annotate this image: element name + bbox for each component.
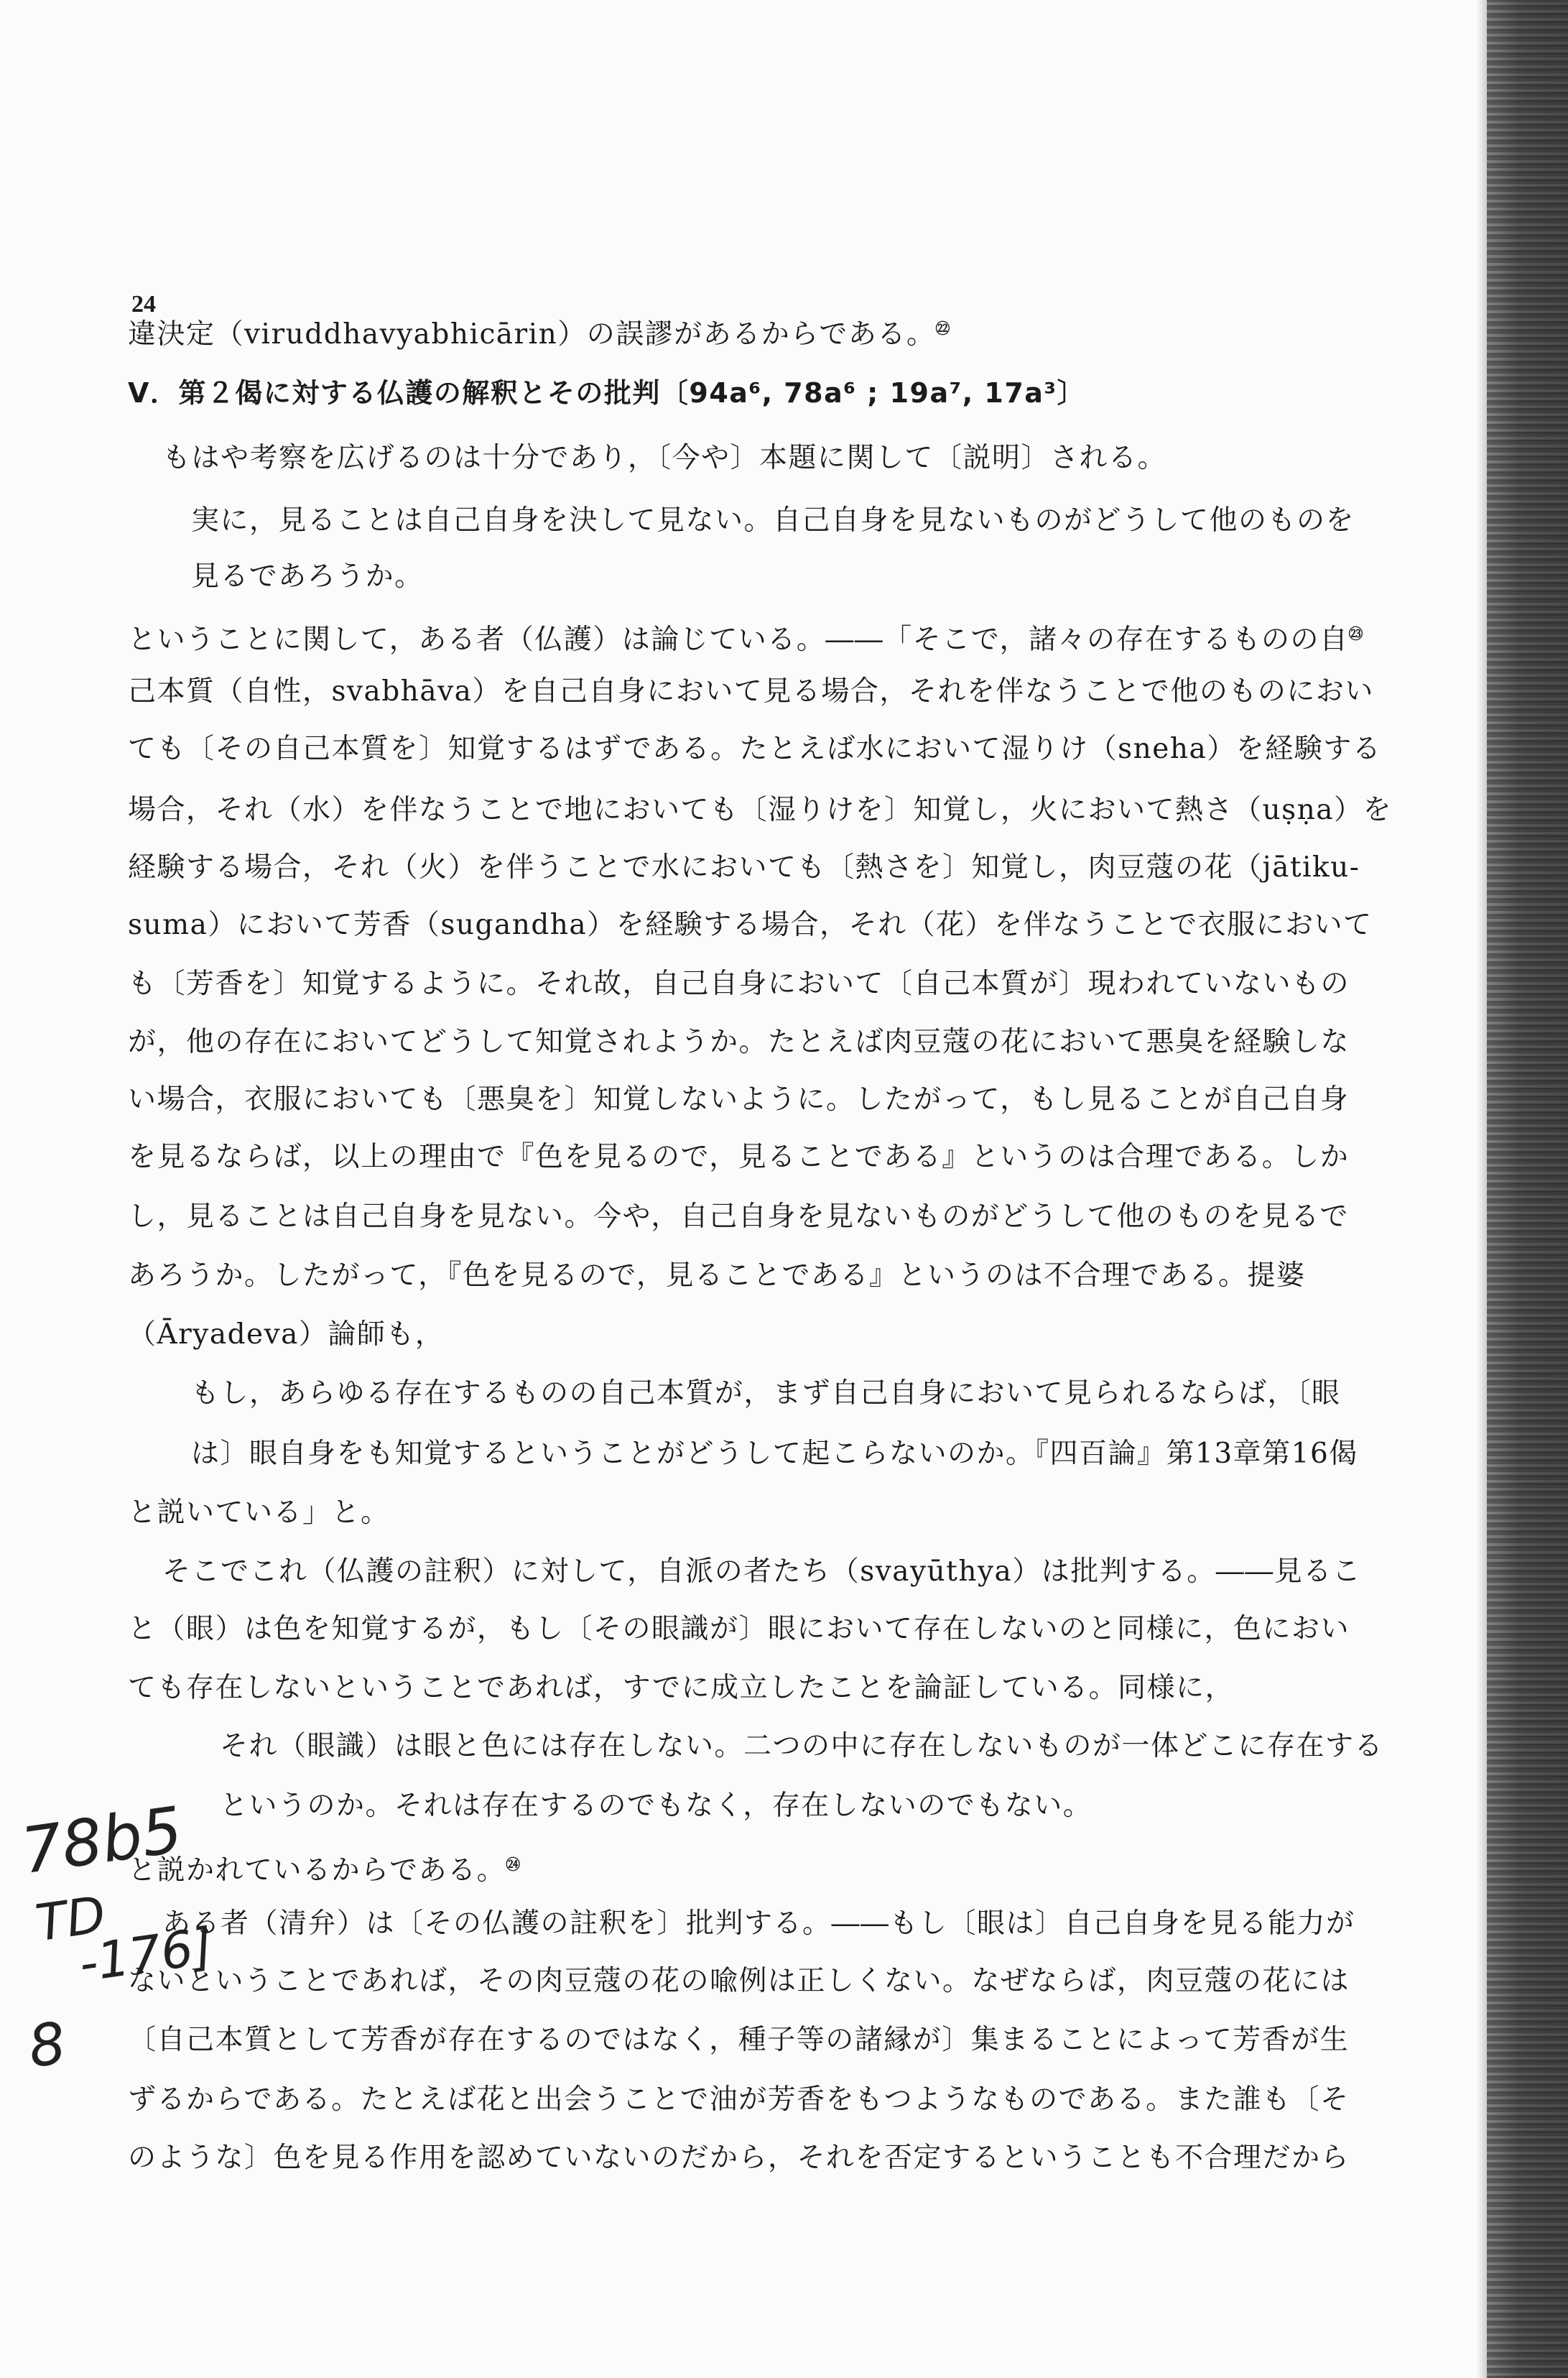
text-line [128, 1772, 1495, 1840]
text-line [128, 1595, 1403, 1663]
line-text: と（眼）は色を知覚するが，もし〔その眼識が〕眼において存在しないのと同様に，色におい [128, 1613, 1350, 1645]
text-line [128, 1300, 1403, 1369]
line-text: 実に，見ることは自己自身を決して見ない。自己自身を見ないものがどうして他のものを [191, 504, 1355, 537]
line-text: い場合，衣服においても〔悪臭を〕知覚しないように。したがって，もし見ることが自己自身 [128, 1083, 1350, 1116]
line-text: それ（眼識）は眼と色には存在しない。二つの中に存在しないものが一体どこに存在する [220, 1730, 1384, 1762]
footnote-marker: ㉓ [1348, 625, 1364, 642]
line-text: というのか。それは存在するのでもなく，存在しないのでもない。 [220, 1790, 1093, 1822]
line-text: 己本質（自性，svabhāva）を自己自身において見る場合，それを伴なうことで他のものにおい [128, 675, 1374, 708]
line-text: suma）において芳香（sugandha）を経験する場合，それ（花）を伴なうことで衣服において [128, 909, 1373, 941]
handwritten-mark: 8 [24, 2009, 70, 2081]
line-text: ても〔その自己本質を〕知覚するはずである。たとえば水において湿りけ（sneha）を経験する [128, 733, 1382, 765]
line-text: ないということであれば，その肉豆蔻の花の喩例は正しくない。なぜならば，肉豆蔻の花には [128, 1965, 1350, 1997]
line-text: が，他の存在においてどうして知覚されようか。たとえば肉豆蔻の花において悪臭を経験しな [128, 1026, 1350, 1058]
text-line [128, 424, 1437, 492]
page-number: 24 [131, 291, 156, 318]
line-text: し，見ることは自己自身を見ない。今や，自己自身を見ないものがどうして他のものを見るで [128, 1200, 1349, 1233]
footnote-marker: ㉒ [935, 320, 951, 337]
text-line [128, 891, 1403, 959]
text-line [128, 2006, 1403, 2074]
text-line [128, 359, 1403, 427]
text-line [128, 2124, 1403, 2192]
scan-edge [1487, 0, 1568, 2378]
text-line [128, 1241, 1403, 1310]
line-text: ずるからである。たとえば花と出会うことで油が芳香をもつようなものである。また誰も〔そ [128, 2083, 1350, 2116]
line-text: 見るであろうか。 [191, 560, 424, 593]
line-text: 経験する場合，それ（火）を伴うことで水においても〔熱さを〕知覚し，肉豆蔻の花（jātiku- [128, 851, 1360, 884]
line-text: もはや考察を広げるのは十分であり，〔今や〕本題に関して〔説明〕される。 [162, 442, 1167, 474]
line-text: と説いている」と。 [128, 1496, 390, 1529]
text-line [128, 1712, 1495, 1780]
line-text: 違決定（viruddhavyabhicārin）の誤謬があるからである。 [128, 318, 936, 351]
text-line [128, 1420, 1466, 1488]
line-text: そこでこれ（仏護の註釈）に対して，自派の者たち（svayūthya）は批判する。――見るこ [162, 1555, 1362, 1588]
line-text: あろうか。したがって，『色を見るので，見ることである』というのは不合理である。提婆 [128, 1259, 1306, 1292]
text-line [128, 1947, 1403, 2015]
text-line [128, 295, 1403, 369]
text-line [128, 1359, 1466, 1428]
text-line [128, 715, 1403, 783]
line-text: V．第２偈に対する仏護の解釈とその批判〔94a⁶, 78a⁶ ; 19a⁷, 17a³〕 [128, 377, 1086, 409]
text-line [128, 1479, 1403, 1547]
line-text: もし，あらゆる存在するものの自己本質が，まず自己自身において見られるならば，〔眼 [191, 1377, 1341, 1410]
line-text: と説かれているからである。 [128, 1854, 506, 1887]
line-text: ということに関して，ある者（仏護）は論じている。――「そこで，諸々の存在するものの自 [128, 624, 1349, 656]
line-text: は〕眼自身をも知覚するということがどうして起こらないのか。『四百論』第13章第16偈 [191, 1438, 1358, 1470]
line-text: 場合，それ（水）を伴なうことで地においても〔湿りけを〕知覚し，火において熱さ（uṣṇa）を [128, 794, 1393, 826]
line-text: （Āryadeva）論師も， [128, 1318, 445, 1351]
handwritten-annotation [14, 1792, 216, 2105]
text-line [128, 1123, 1403, 1191]
line-text: 〔自己本質として芳香が存在するのではなく，種子等の諸縁が〕集まることによって芳香が生 [128, 2024, 1350, 2056]
line-text: を見るならば，以上の理由で『色を見るので，見ることである』というのは合理である。しか [128, 1141, 1350, 1173]
handwritten-td: TD [32, 1884, 109, 1953]
line-text: ある者（清弁）は〔その仏護の註釈を〕批判する。――もし〔眼は〕自己自身を見る能力が [162, 1907, 1355, 1940]
line-text: も〔芳香を〕知覚するように。それ故，自己自身において〔自己本質が〕現われていないもの [128, 968, 1350, 1000]
text-line [128, 1183, 1403, 1251]
line-text: ても存在しないということであれば，すでに成立したことを論証している。同様に， [128, 1672, 1235, 1704]
page-shadow [1477, 0, 1487, 2378]
line-text: のような〕色を見る作用を認めていないのだから，それを否定するということも不合理だから [128, 2142, 1350, 2174]
handwritten-number: -176] [75, 1916, 216, 1994]
footnote-marker: ㉔ [506, 1856, 521, 1873]
handwritten-ref: 78b5 [17, 1792, 187, 1889]
